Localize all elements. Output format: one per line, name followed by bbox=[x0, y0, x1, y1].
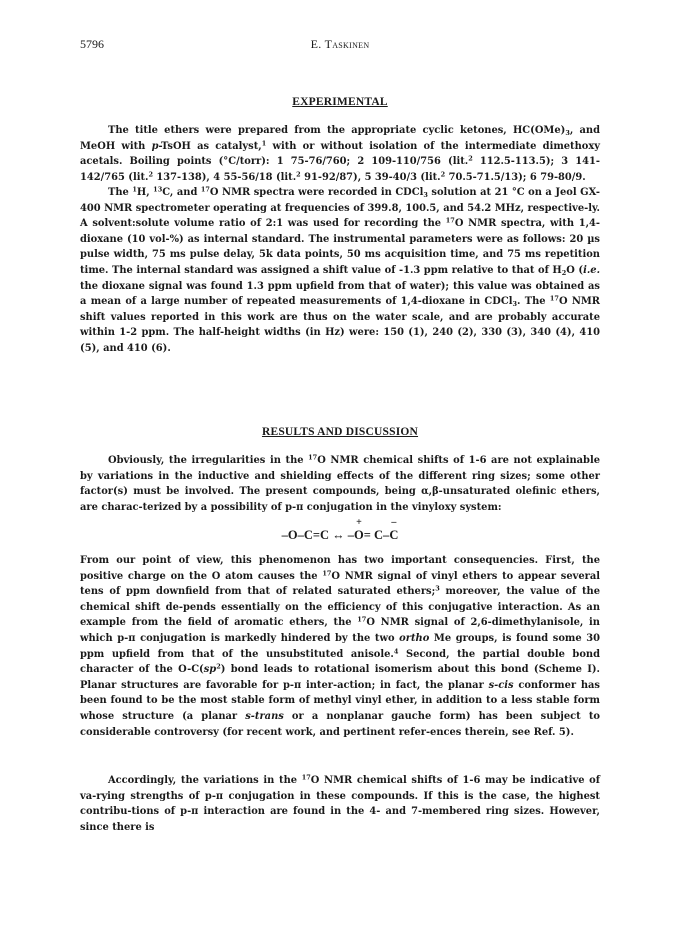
results-heading: RESULTS AND DISCUSSION bbox=[261, 426, 419, 438]
resonance-equation: –O–C=C ↔ –O + = C–C – bbox=[281, 517, 399, 542]
results-paragraph-3: Accordingly, the variations in the $^{17}$O NMR chemical shifts of 1-6 may be indicative of va-rying strengths of p-π conjugation in these compounds. If this is the case, the highest contribu-tions of p-π interaction are found in the 4- and 7-membered ring sizes. However, since there is bbox=[80, 773, 600, 833]
running-head-author: E. Taskinen bbox=[310, 37, 370, 51]
page-number: 5796 bbox=[80, 37, 104, 51]
positive-charge-mark: + bbox=[356, 517, 362, 528]
experimental-paragraph-2: The $^1$H, $^{13}$C, and $^{17}$O NMR spectra were recorded in CDCl$_3$ solution at 21 °C on a Jeol GX-400 NMR spectrometer operating at frequencies of 399.8, 100.5, and 54.2 MHz, respective-ly. A solvent:solute volume ratio of 2:1 was used for recording the $^{17}$O NMR spectra, with 1,4-dioxane (10 vol-%) as internal standard. The instrumental parameters were as follows: 20 µs pulse width, 75 ms pulse delay, 5k data points, 50 ms acquisition time, and 75 ms repetition time. The internal standard was assigned a shift value of -1.3 ppm relative to that of $H_2O$ (i.e. the dioxane signal was found 1.3 ppm upfield from that of water); this value was obtained as a mean of a large number of repeated measurements of 1,4-dioxane in CDCl$_3$. The $^{17}$O NMR shift values reported in this work are thus on the water scale, and are probably accurate within 1-2 ppm. The half-height widths (in Hz) were: 150 (1), 240 (2), 330 (3), 340 (4), 410 (5), and 410 (6). bbox=[80, 185, 601, 354]
experimental-heading: EXPERIMENTAL bbox=[292, 96, 388, 108]
experimental-paragraph-1: The title ethers were prepared from the appropriate cyclic ketones, $HC(OMe)_3$, and MeOH with p-TsOH as catalyst,$^1$ with or without isolation of the intermediate dimethoxy acetals. Boiling points (°C/torr): 1 75-76/760; 2 109-110/756 (lit.$^2$ 112.5-113.5); 3 141-142/765 (lit.$^2$ 137-138), 4 55-56/18 (lit.$^2$ 91-92/87), 5 39-40/3 (lit.$^2$ 70.5-71.5/13); 6 79-80/9. bbox=[80, 125, 601, 183]
results-paragraph-2: From our point of view, this phenomenon has two important consequencies. First, the positive charge on the O atom causes the $^{17}$O NMR signal of vinyl ethers to appear several tens of ppm downfield from that of related saturated ethers;$^3$ moreover, the value of the chemical shift de-pends essentially on the efficiency of this conjugative interaction. As an example from the field of aromatic ethers, the $^{17}$O NMR signal of 2,6-dimethylanisole, in which p-π conjugation is markedly hindered by the two ortho Me groups, is found some 30 ppm upfield from that of the unsubstituted anisole.$^4$ Second, the partial double bond character of the $O-C(sp^2)$ bond leads to rotational isomerism about this bond (Scheme I). Planar structures are favorable for p-π inter-action; in fact, the planar s-cis conformer has been found to be the most stable form of methyl vinyl ether, in addition to a less stable form whose structure (a planar s-trans or a nonplanar gauche form) has been subject to considerable controversy (for recent work, and pertinent refer-ences therein, see Ref. 5). bbox=[80, 555, 601, 738]
negative-charge-mark: – bbox=[391, 517, 397, 528]
resonance-arrow: ↔ bbox=[332, 528, 345, 542]
results-paragraph-1: Obviously, the irregularities in the $^{17}$O NMR chemical shifts of 1-6 are not explainable by variations in the inductive and shielding effects of the different ring sizes; some other factor(s) must be involved. The present compounds, being α,β-unsaturated olefinic ethers, are charac-terized by a possibility of p-π conjugation in the vinyloxy system: bbox=[80, 453, 600, 513]
